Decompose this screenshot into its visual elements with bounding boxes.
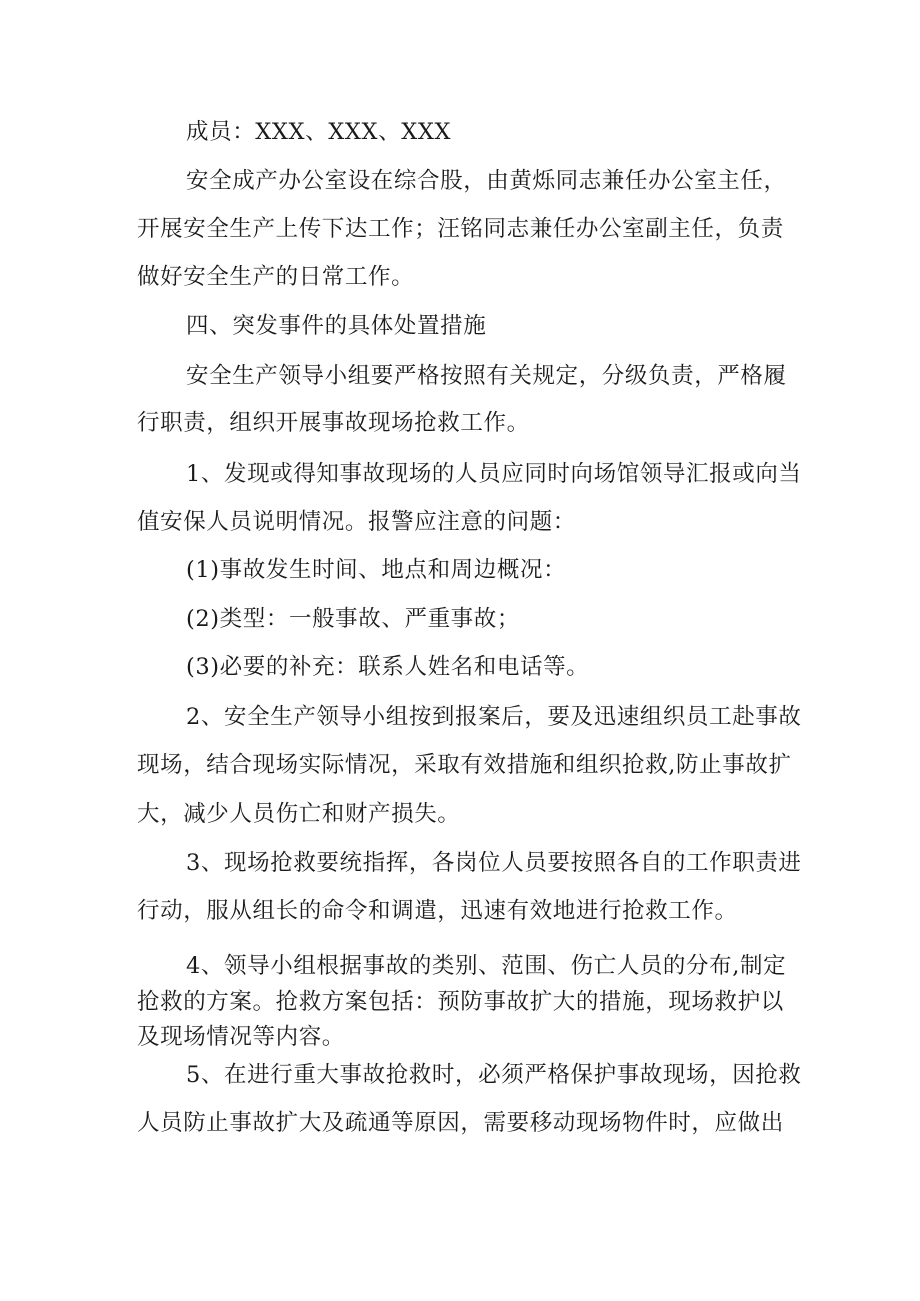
paragraph-line: 4、领导小组根据事故的类别、范围、伤亡人员的分布,制定 [186,953,787,979]
paragraph-line: 3、现场抢救要统指挥，各岗位人员要按照各自的工作职责进 [186,850,802,876]
paragraph-line: 行动，服从组长的命令和调遣，迅速有效地进行抢救工作。 [137,898,738,924]
paragraph-line: 2、安全生产领导小组按到报案后，要及迅速组织员工赴事故 [186,704,802,730]
list-item: (2)类型：一般事故、严重事故； [186,606,520,632]
paragraph-line: 做好安全生产的日常工作。 [137,264,415,290]
paragraph-line: 行职责，组织开展事故现场抢救工作。 [137,410,530,436]
paragraph-line: 5、在进行重大事故抢救时，必须严格保护事故现场，因抢救 [186,1062,802,1088]
paragraph-line: 安全成产办公室设在综合股，由黄烁同志兼任办公室主任， [186,168,787,194]
paragraph-line: 安全生产领导小组要严格按照有关规定，分级负责，严格履 [186,363,787,389]
section-heading: 四、突发事件的具体处置措施 [186,313,487,339]
paragraph-line: 及现场情况等内容。 [137,1024,345,1050]
paragraph-line: 人员防止事故扩大及疏通等原因，需要移动现场物件时，应做出 [137,1110,784,1136]
members-line: 成员：XXX、XXX、XXX [186,119,452,145]
paragraph-line: 大，减少人员伤亡和财产损失。 [137,801,461,827]
paragraph-line: 值安保人员说明情况。报警应注意的问题： [137,509,576,535]
paragraph-line: 1、发现或得知事故现场的人员应同时向场馆领导汇报或向当 [186,461,802,487]
list-item: (3)必要的补充：联系人姓名和电话等。 [186,654,590,680]
paragraph-line: 现场，结合现场实际情况，采取有效措施和组织抢救,防止事故扩 [137,752,792,778]
paragraph-line: 开展安全生产上传下达工作；汪铭同志兼任办公室副主任，负责 [137,216,784,242]
list-item: (1)事故发生时间、地点和周边概况： [186,557,567,583]
paragraph-line: 抢救的方案。抢救方案包括：预防事故扩大的措施，现场救护以 [137,989,784,1015]
